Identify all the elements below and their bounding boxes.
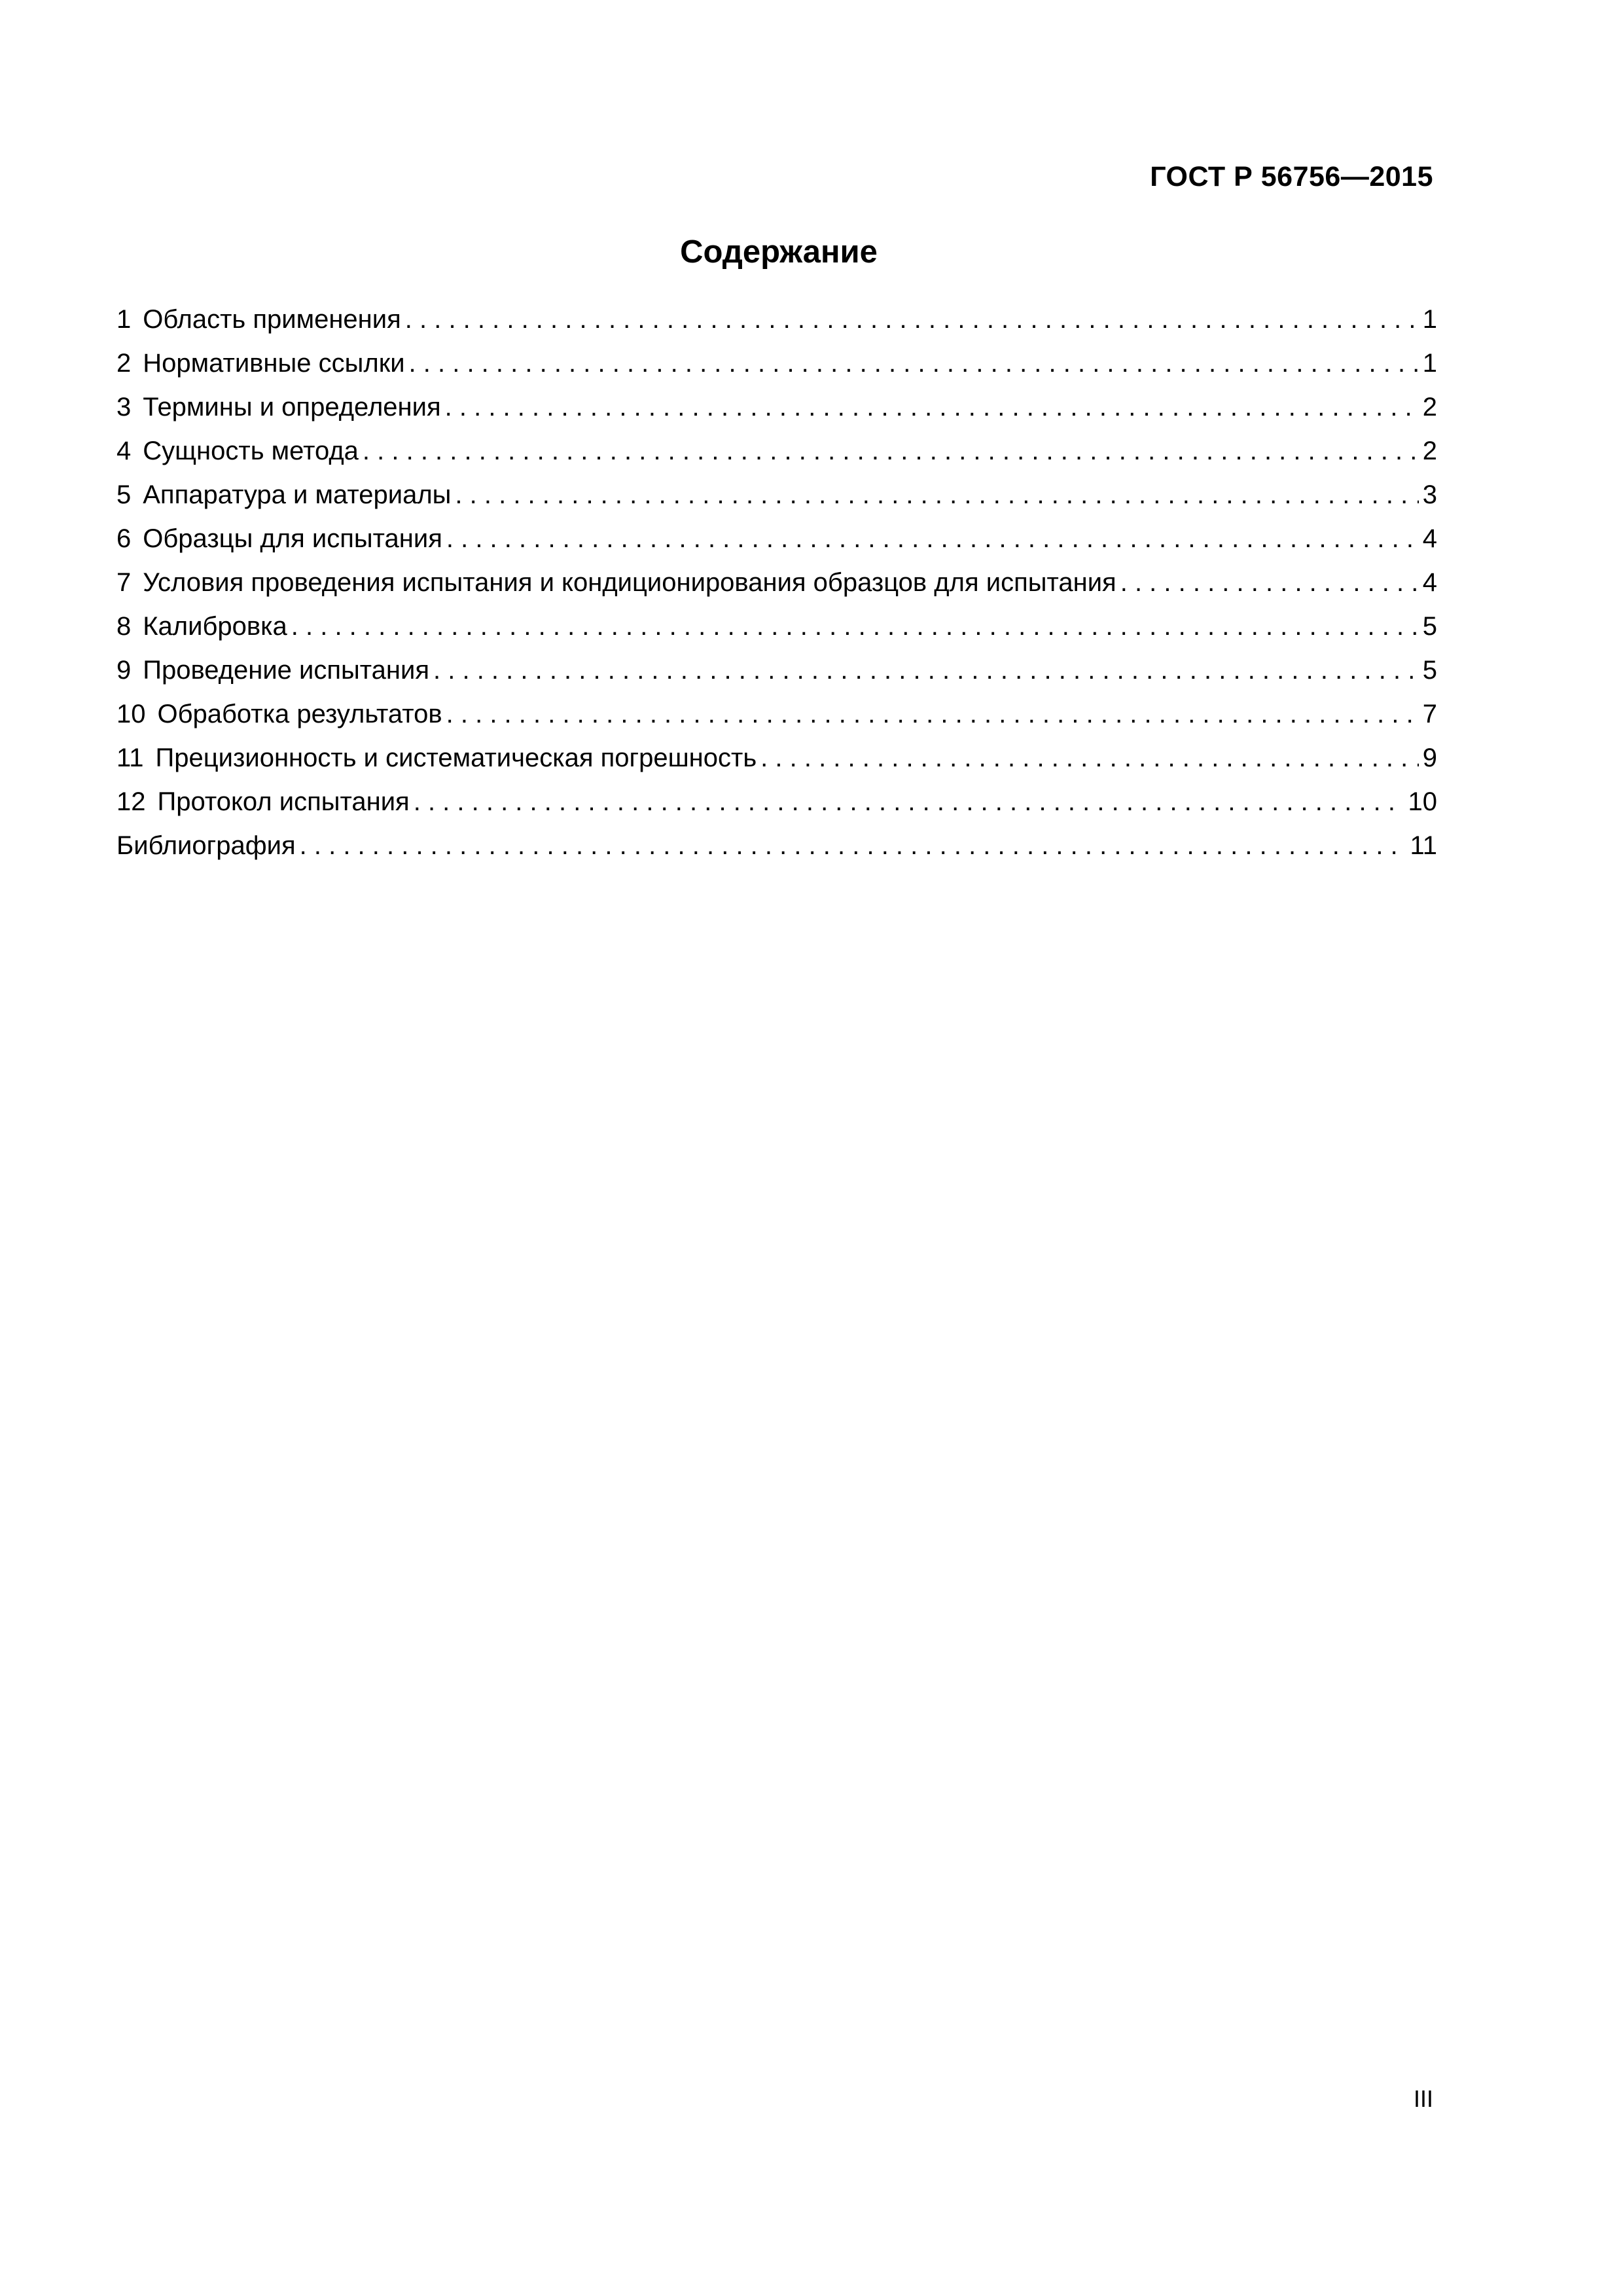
toc-entry-title: Аппаратура и материалы	[143, 480, 452, 509]
toc-entry-page: 5	[1422, 612, 1437, 641]
toc-entry-number: 6	[116, 524, 132, 553]
toc-entry-page: 3	[1422, 480, 1437, 509]
toc-entry[interactable]	[116, 298, 1437, 342]
toc-entry-page: 2	[1422, 393, 1437, 422]
toc-dot-leader	[414, 780, 1404, 824]
toc-dot-leader	[760, 736, 1419, 780]
toc-entry[interactable]	[116, 736, 1437, 780]
document-code: ГОСТ Р 56756—2015	[1150, 161, 1433, 192]
toc-entry[interactable]	[116, 429, 1437, 473]
toc-entry-number: 11	[116, 744, 144, 772]
toc-entry-title: Проведение испытания	[143, 656, 430, 685]
toc-entry[interactable]	[116, 561, 1437, 605]
toc-dot-leader	[446, 692, 1419, 736]
toc-entry[interactable]	[116, 473, 1437, 517]
toc-entry[interactable]	[116, 692, 1437, 736]
toc-entry[interactable]	[116, 386, 1437, 429]
toc-dot-leader	[446, 517, 1419, 561]
toc-dot-leader	[300, 824, 1406, 868]
toc-entry[interactable]	[116, 605, 1437, 649]
toc-dot-leader	[405, 298, 1419, 342]
toc-entry[interactable]	[116, 517, 1437, 561]
toc-entry-title: Образцы для испытания	[143, 524, 442, 553]
toc-entry[interactable]	[116, 342, 1437, 386]
toc-entry-number: 9	[116, 656, 132, 685]
toc-entry-title: Протокол испытания	[157, 787, 410, 816]
toc-entry[interactable]	[116, 824, 1437, 868]
toc-entry-page: 1	[1422, 305, 1437, 334]
toc-entry-title: Условия проведения испытания и кондиционирования образцов для испытания	[143, 568, 1116, 597]
toc-dot-leader	[1120, 561, 1419, 605]
toc-entry-number: 1	[116, 305, 132, 334]
toc-entry-number: 4	[116, 437, 132, 465]
table-of-contents	[116, 298, 1437, 868]
toc-entry-page: 10	[1408, 787, 1437, 816]
toc-dot-leader	[433, 649, 1419, 692]
toc-dot-leader	[291, 605, 1419, 649]
toc-entry-number: 12	[116, 787, 146, 816]
toc-entry-title: Обработка результатов	[157, 700, 442, 728]
toc-dot-leader	[363, 429, 1419, 473]
toc-entry-number: 10	[116, 700, 146, 728]
toc-entry[interactable]	[116, 780, 1437, 824]
toc-entry-title: Термины и определения	[143, 393, 441, 422]
page-number: III	[1413, 2085, 1433, 2112]
toc-dot-leader	[445, 386, 1419, 429]
toc-entry-page: 5	[1422, 656, 1437, 685]
toc-entry-number: 5	[116, 480, 132, 509]
toc-entry-title: Прецизионность и систематическая погрешность	[155, 744, 757, 772]
toc-entry-number: 7	[116, 568, 132, 597]
toc-entry-number: 3	[116, 393, 132, 422]
toc-dot-leader	[409, 342, 1419, 386]
toc-entry-page: 4	[1422, 524, 1437, 553]
toc-entry-page: 9	[1422, 744, 1437, 772]
toc-entry-number: 8	[116, 612, 132, 641]
toc-dot-leader	[455, 473, 1418, 517]
toc-entry-page: 7	[1422, 700, 1437, 728]
toc-title: Содержание	[680, 234, 878, 270]
toc-entry-title: Сущность метода	[143, 437, 359, 465]
toc-entry-title: Нормативные ссылки	[143, 349, 405, 378]
toc-entry-page: 2	[1422, 437, 1437, 465]
toc-entry-page: 11	[1410, 831, 1437, 860]
toc-entry-page: 1	[1422, 349, 1437, 378]
toc-entry-page: 4	[1422, 568, 1437, 597]
toc-entry-title: Область применения	[143, 305, 401, 334]
toc-entry-number: 2	[116, 349, 132, 378]
toc-entry-title: Библиография	[116, 831, 296, 860]
toc-entry[interactable]	[116, 649, 1437, 692]
toc-entry-title: Калибровка	[143, 612, 287, 641]
